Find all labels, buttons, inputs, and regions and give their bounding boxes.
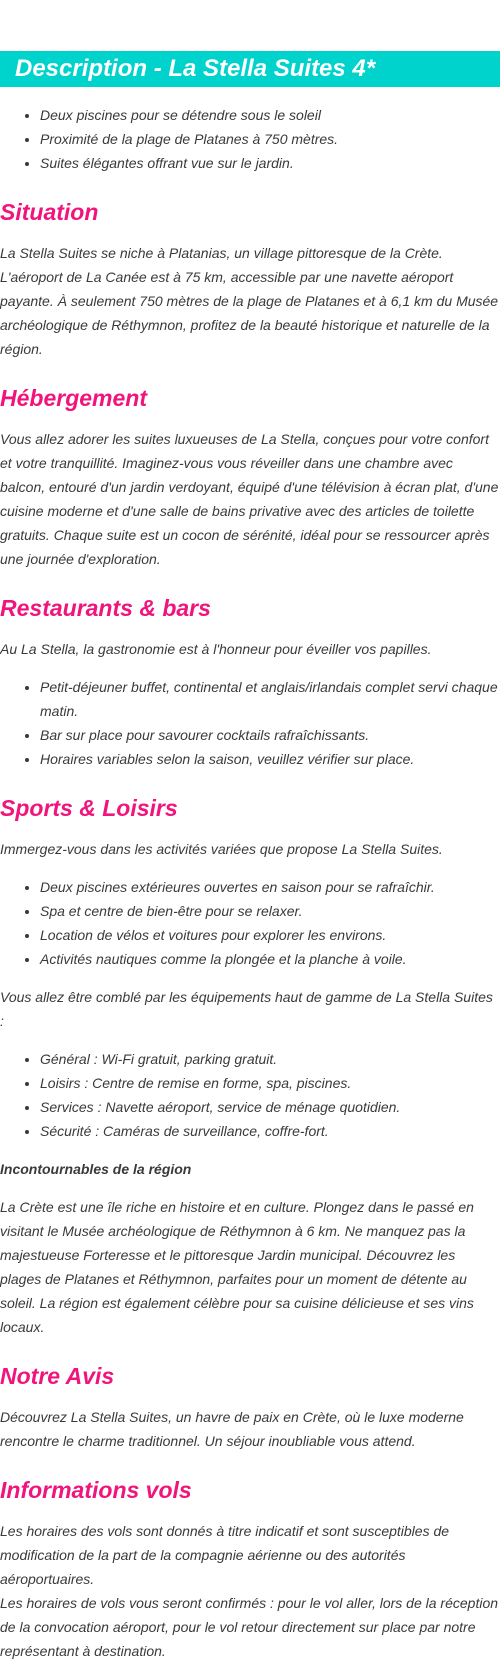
list-item: • Spa et centre de bien-être pour se relaxer. xyxy=(40,899,500,923)
list-item: • Bar sur place pour savourer cocktails rafraîchissants. xyxy=(40,723,500,747)
hebergement-section xyxy=(0,383,500,571)
vols-text-1: Les horaires des vols sont donnés à titre indicatif et sont susceptibles de modification de la part de la compagnie aérienne ou des autorités aéroportuaires. xyxy=(0,1523,450,1587)
list-item: • Location de vélos et voitures pour explorer les environs. xyxy=(40,923,500,947)
situation-heading: Situation xyxy=(0,199,99,225)
restaurants-list xyxy=(0,675,500,771)
list-item: • Deux piscines extérieures ouvertes en saison pour se rafraîchir. xyxy=(40,875,500,899)
list-item: • Loisirs : Centre de remise en forme, spa, piscines. xyxy=(40,1071,500,1095)
list-item: • Proximité de la plage de Platanes à 750 mètres. xyxy=(40,127,500,151)
list-item: • Petit-déjeuner buffet, continental et anglais/irlandais complet servi chaque matin. xyxy=(40,675,500,723)
list-item: • Activités nautiques comme la plongée et la planche à voile. xyxy=(40,947,500,971)
sports-section xyxy=(0,793,500,1339)
list-item: • Sécurité : Caméras de surveillance, coffre-fort. xyxy=(40,1119,500,1143)
hebergement-heading: Hébergement xyxy=(0,385,147,411)
list-item: • Services : Navette aéroport, service de ménage quotidien. xyxy=(40,1095,500,1119)
list-item: • Suites élégantes offrant vue sur le jardin. xyxy=(40,151,500,175)
page-title: Description - La Stella Suites 4* xyxy=(0,51,500,87)
equipments-list xyxy=(0,1047,500,1143)
avis-section xyxy=(0,1361,500,1453)
avis-text: Découvrez La Stella Suites, un havre de paix en Crète, où le luxe moderne rencontre le charme traditionnel. Un séjour inoubliable vous attend. xyxy=(0,1409,464,1449)
list-item: • Général : Wi-Fi gratuit, parking gratuit. xyxy=(40,1047,500,1071)
restaurants-heading: Restaurants & bars xyxy=(0,595,211,621)
region-heading: Incontournables de la région xyxy=(0,1161,192,1177)
avis-heading: Notre Avis xyxy=(0,1363,115,1389)
equipments-intro: Vous allez être comblé par les équipements haut de gamme de La Stella Suites : xyxy=(0,989,493,1029)
highlights-list xyxy=(0,103,500,175)
vols-heading: Informations vols xyxy=(0,1477,192,1503)
situation-text: La Stella Suites se niche à Platanias, un village pittoresque de la Crète. L'aéroport de La Canée est à 75 km, accessible par une navette aéroport payante. À seulement 750 mètres de la plage de Platanes et à 6,1 km du Musée archéologique de Réthymnon, profitez de la beauté historique et naturelle de la région. xyxy=(0,245,499,357)
hebergement-text: Vous allez adorer les suites luxueuses de La Stella, conçues pour votre confort et votre tranquillité. Imaginez-vous vous réveiller dans une chambre avec balcon, entouré d'un jardin verdoyant, équipé d'une télévision à écran plat, d'une cuisine moderne et d'une salle de bains privative avec des articles de toilette gratuits. Chaque suite est un cocon de sérénité, idéal pour se ressourcer après une journée d'exploration. xyxy=(0,431,499,567)
list-item: • Horaires variables selon la saison, veuillez vérifier sur place. xyxy=(40,747,500,771)
vols-section xyxy=(0,1475,500,1663)
restaurants-intro: Au La Stella, la gastronomie est à l'honneur pour éveiller vos papilles. xyxy=(0,641,432,657)
vols-text-2: Les horaires de vols vous seront confirmés : pour le vol aller, lors de la réception de la convocation aéroport, pour le vol retour directement sur place par notre représentant à destination. xyxy=(0,1595,499,1659)
list-item: • Deux piscines pour se détendre sous le soleil xyxy=(40,103,500,127)
sports-intro: Immergez-vous dans les activités variées que propose La Stella Suites. xyxy=(0,841,443,857)
sports-list xyxy=(0,875,500,971)
sports-heading: Sports & Loisirs xyxy=(0,795,178,821)
restaurants-section xyxy=(0,593,500,771)
situation-section xyxy=(0,197,500,361)
region-text: La Crète est une île riche en histoire et en culture. Plongez dans le passé en visitant le Musée archéologique de Réthymnon à 6 km. Ne manquez pas la majestueuse Forteresse et le pittoresque Jardin municipal. Découvrez les plages de Platanes et Réthymnon, parfaites pour un moment de détente au soleil. La région est également célèbre pour sa cuisine délicieuse et ses vins locaux. xyxy=(0,1199,474,1335)
